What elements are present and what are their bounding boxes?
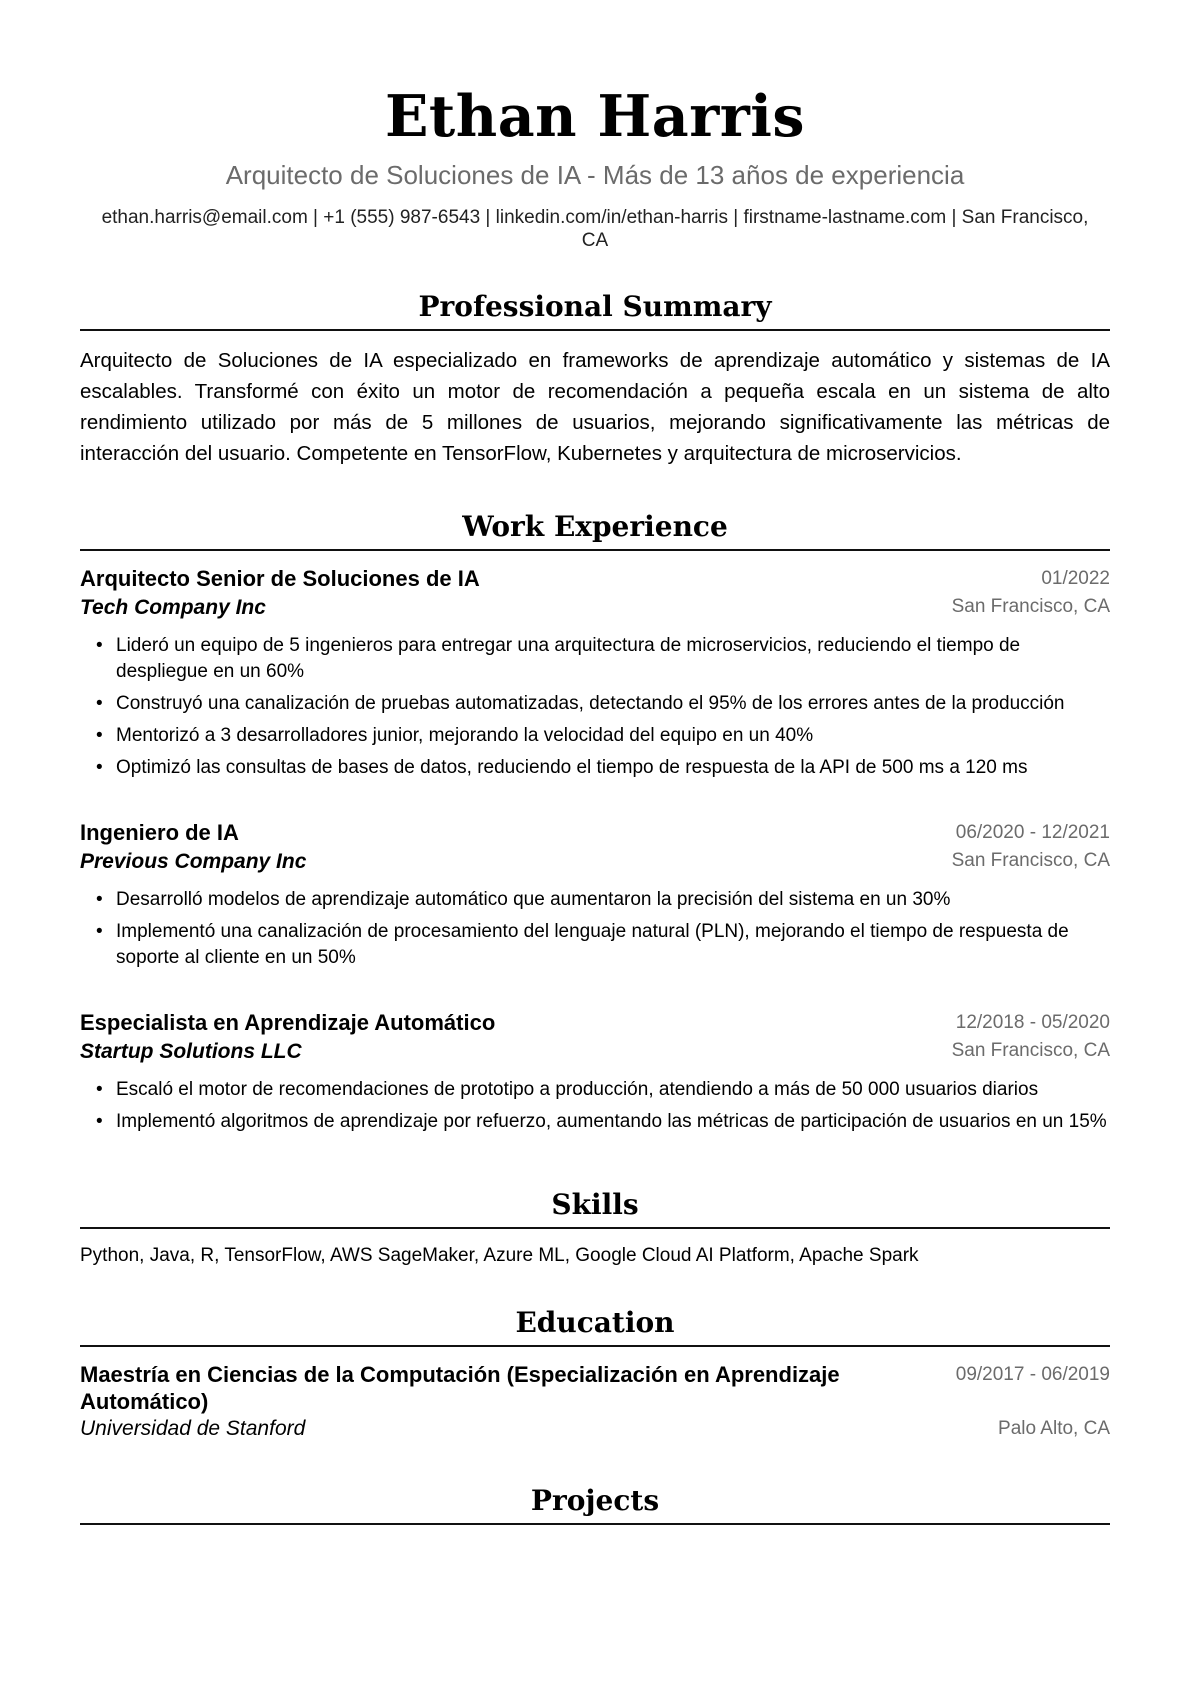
education-location: Palo Alto, CA [998, 1418, 1110, 1439]
candidate-headline: Arquitecto de Soluciones de IA - Más de 13 años de experiencia [225, 160, 965, 190]
bullet-glyph: • [96, 693, 103, 714]
achievement-item [96, 755, 1110, 781]
education-heading: Education [80, 1305, 1110, 1347]
achievement-item [96, 1077, 1110, 1103]
job-entry [80, 1009, 1110, 1135]
skills-heading: Skills [80, 1187, 1110, 1229]
achievement-text: Mentorizó a 3 desarrolladores junior, mejorando la velocidad del equipo en un 40% [116, 725, 814, 746]
bullet-glyph: • [96, 635, 103, 656]
projects-heading: Projects [80, 1483, 1110, 1525]
achievement-item [96, 633, 1110, 685]
bullet-glyph: • [96, 889, 103, 910]
job-location: San Francisco, CA [951, 1040, 1110, 1061]
achievement-text: Lideró un equipo de 5 ingenieros para entregar una arquitectura de microservicios, reduciendo el tiempo de despliegue en un 60% [116, 635, 1021, 682]
job-company: Previous Company Inc [80, 850, 307, 873]
job-entry [80, 565, 1110, 781]
bullet-glyph: • [96, 725, 103, 746]
summary-section [80, 289, 1110, 469]
contact-line-2: CA [581, 230, 609, 251]
education-section [80, 1305, 1110, 1443]
skills-list: Python, Java, R, TensorFlow, AWS SageMaker, Azure ML, Google Cloud AI Platform, Apache Spark [80, 1245, 919, 1266]
job-achievements [80, 633, 1110, 781]
skills-section [80, 1187, 1110, 1269]
achievement-text: Construyó una canalización de pruebas automatizadas, detectando el 95% de los errores antes de la producción [116, 693, 1065, 714]
job-date: 01/2022 [1041, 568, 1110, 589]
projects-section [80, 1483, 1110, 1525]
summary-heading: Professional Summary [80, 289, 1110, 331]
bullet-glyph: • [96, 757, 103, 778]
achievement-item [96, 887, 1110, 913]
achievement-text: Implementó una canalización de procesamiento del lenguaje natural (PLN), mejorando el tiempo de respuesta de soporte al cliente en un 50% [116, 921, 1069, 968]
education-date: 09/2017 - 06/2019 [955, 1364, 1110, 1385]
degree-title: Maestría en Ciencias de la Computación (Especialización en Aprendizaje Automático) [80, 1362, 840, 1414]
job-company: Tech Company Inc [80, 596, 266, 619]
achievement-text: Escaló el motor de recomendaciones de prototipo a producción, atendiendo a más de 50 000 usuarios diarios [116, 1079, 1039, 1100]
job-location: San Francisco, CA [951, 596, 1110, 617]
achievement-text: Desarrolló modelos de aprendizaje automático que aumentaron la precisión del sistema en un 30% [116, 889, 951, 910]
achievement-item [96, 919, 1110, 971]
school-name: Universidad de Stanford [80, 1417, 306, 1440]
education-entry [80, 1361, 1110, 1443]
bullet-glyph: • [96, 1111, 103, 1132]
job-title: Ingeniero de IA [80, 820, 239, 845]
summary-text: Arquitecto de Soluciones de IA especializado en frameworks de aprendizaje automático y sistemas de IA escalables. Transformé con éxito un motor de recomendación a pequeña escala en un sistema de alto rendimiento utilizado por más de 5 millones de usuarios, mejorando significativamente las métricas de interacción del usuario. Competente en TensorFlow, Kubernetes y arquitectura de microservicios. [80, 349, 1110, 465]
achievement-item [96, 691, 1110, 717]
bullet-glyph: • [96, 1079, 103, 1100]
achievement-item [96, 1109, 1110, 1135]
bullet-glyph: • [96, 921, 103, 942]
contact-info [80, 206, 1110, 252]
job-achievements [80, 887, 1110, 971]
job-title: Especialista en Aprendizaje Automático [80, 1010, 496, 1035]
job-achievements [80, 1077, 1110, 1135]
job-title: Arquitecto Senior de Soluciones de IA [80, 566, 480, 591]
achievement-text: Optimizó las consultas de bases de datos, reduciendo el tiempo de respuesta de la API de 500 ms a 120 ms [116, 757, 1028, 778]
job-date: 06/2020 - 12/2021 [955, 822, 1110, 843]
job-location: San Francisco, CA [951, 850, 1110, 871]
contact-line-1: ethan.harris@email.com | +1 (555) 987-6543 | linkedin.com/in/ethan-harris | firstname-lastname.com | San Francisco, [101, 207, 1089, 228]
achievement-text: Implementó algoritmos de aprendizaje por refuerzo, aumentando las métricas de participación de usuarios en un 15% [116, 1111, 1107, 1132]
experience-heading: Work Experience [80, 509, 1110, 551]
job-company: Startup Solutions LLC [80, 1040, 302, 1063]
job-entry [80, 819, 1110, 971]
experience-section [80, 509, 1110, 1135]
candidate-name: Ethan Harris [384, 83, 806, 150]
job-date: 12/2018 - 05/2020 [955, 1012, 1110, 1033]
achievement-item [96, 723, 1110, 749]
